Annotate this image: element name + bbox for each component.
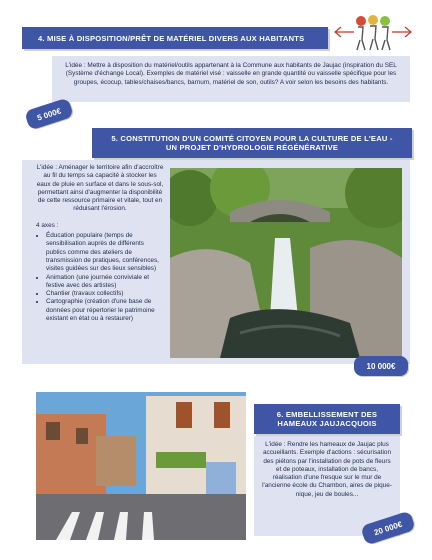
street-photo xyxy=(36,392,246,540)
section5-axes-list xyxy=(36,232,164,323)
section4-price: 5 000€ xyxy=(35,105,63,123)
section4-price-badge xyxy=(24,97,74,130)
section6-body: L'idée : Rendre les hameaux de Jaujac plus accueillants. Exemple d'actions : sécurisation des piétons par l'installation de pots de fleurs et de poteaux, installation de bancs, réalisation d'une fresque sur le mur de l'ancienne école du Chambon, aires de pique-nique, jeu de boules... xyxy=(262,441,392,498)
section5-title-line2: UN PROJET D'HYDROLOGIE RÉGÉNÉRATIVE xyxy=(165,143,339,152)
section4-title: 4. MISE À DISPOSITION/PRÊT DE MATÉRIEL DIVERS AUX HABITANTS xyxy=(38,33,305,43)
section5-idea: L'idée : Aménager le territoire afin d'accroître au fil du temps sa capacité à stocker les eaux de pluie en surface et dans le sous-sol, permettant ainsi d'augmenter la disponibilité de cette ressource primaire et vitale, tout en réduisant l'érosion. xyxy=(36,164,164,213)
section5-text xyxy=(36,164,164,323)
section6-price: 20 000€ xyxy=(372,519,404,537)
section4-panel xyxy=(52,56,410,102)
section5-title-line1: 5. CONSTITUTION D'UN COMITÉ CITOYEN POUR LA CULTURE DE L'EAU - xyxy=(111,134,393,143)
section5-title-bar xyxy=(92,128,412,158)
list-item: • Chantier (travaux collectifs) xyxy=(46,290,164,298)
section5-axes-intro: 4 axes : xyxy=(36,221,59,229)
section5-price: 10 000€ xyxy=(366,361,396,371)
arrow-right-icon xyxy=(392,27,411,37)
section6-title-bar xyxy=(254,404,400,434)
section6-title-line2: HAMEAUX JAUJACQUOIS xyxy=(277,419,377,428)
list-item: • Cartographie (création d'une base de données pour répertorier le patrimoine existant en état ou à restaurer) xyxy=(46,298,164,323)
section6-title-line1: 6. EMBELLISSEMENT DES xyxy=(276,410,378,419)
section4-title-bar xyxy=(22,27,328,49)
people-sharing-icon xyxy=(332,12,414,54)
list-item: • Animation (une journée conviviale et festive avec des artistes) xyxy=(46,274,164,291)
section5-price-badge xyxy=(354,356,408,376)
section4-body: L'idée : Mettre à disposition du matériel/outils appartenant à la Commune aux habitants de Jaujac (inspiration du SEL (Système d'échange Local). Exemples de matériel visé : vaisselle en grande quantité ou vaisselle spécifique pour les groupes, écocup, tables/chaises/bancs, barnum, matériel de son, outils? A voir selon les besoins des habitants. xyxy=(65,62,397,86)
waterfall-photo xyxy=(170,168,402,358)
arrow-left-icon xyxy=(335,27,354,37)
list-item: • Éducation populaire (temps de sensibilisation auprès de différents publics comme des ateliers de transmission de pratiques, conférences, visites guidées sur des lieux sensibles) xyxy=(46,232,164,273)
